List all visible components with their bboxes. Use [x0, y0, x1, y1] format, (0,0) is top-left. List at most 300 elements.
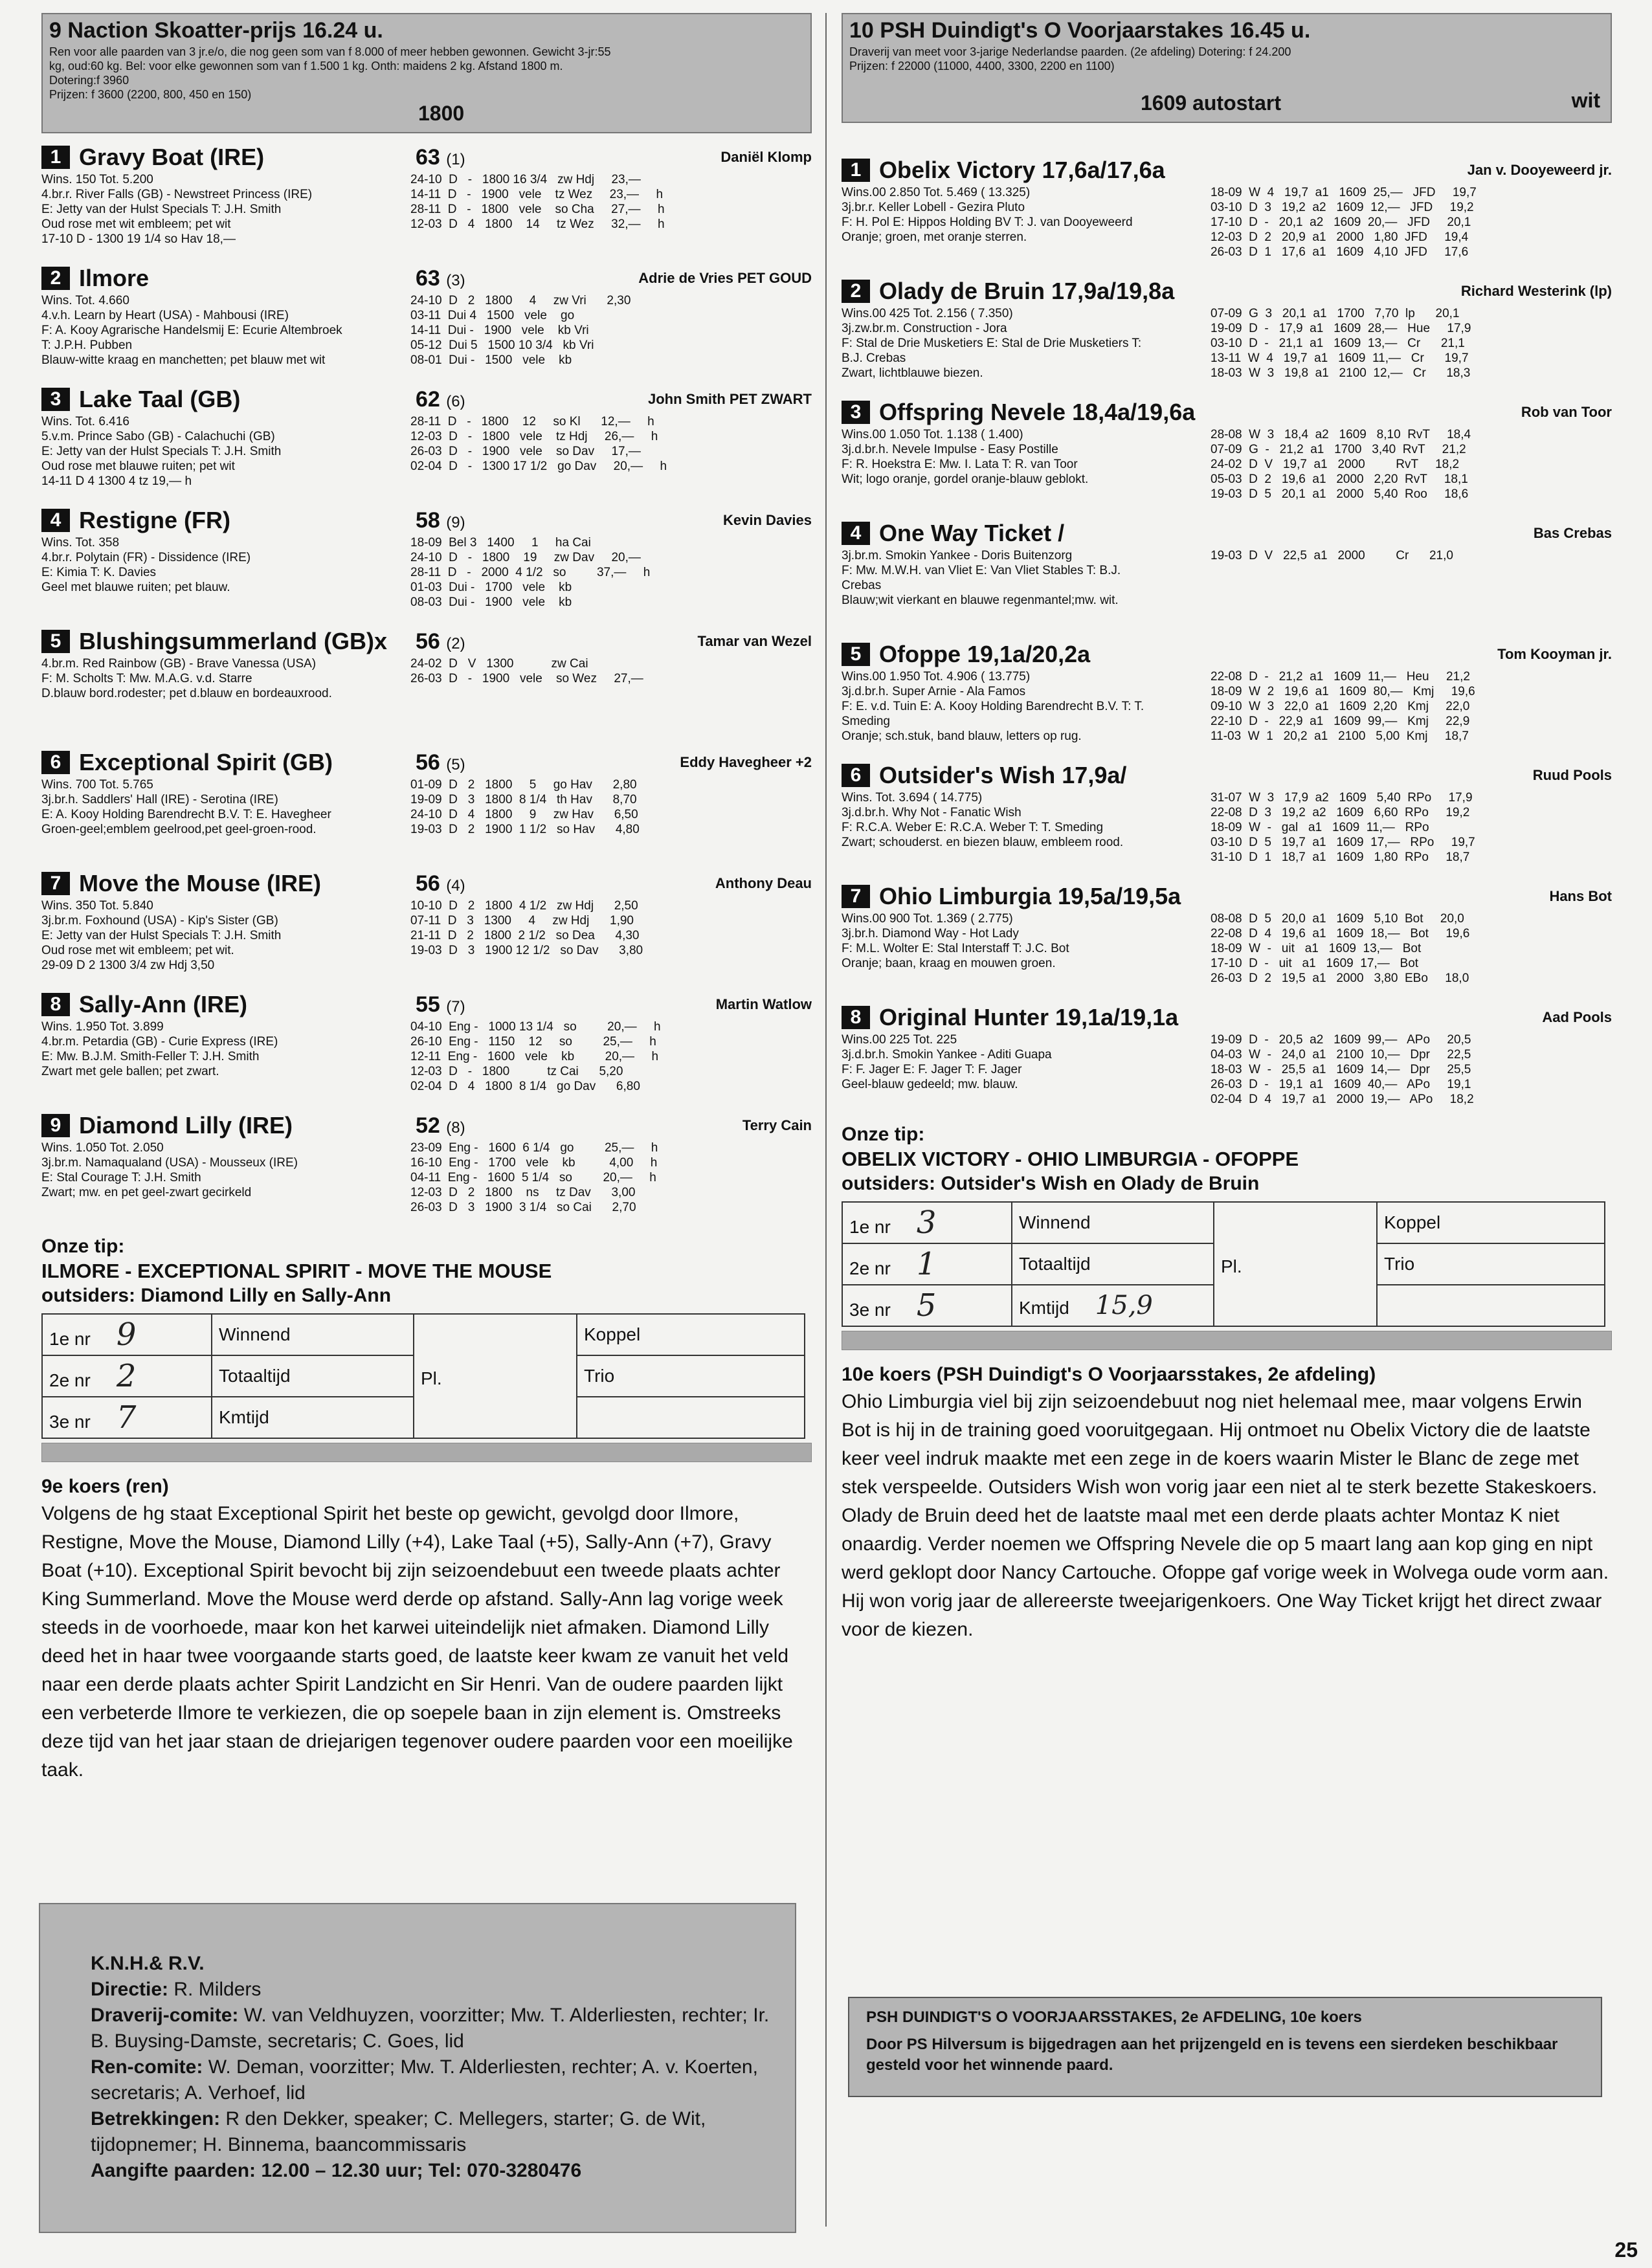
- horse-form: [410, 414, 812, 489]
- horse-number: 6: [842, 764, 870, 787]
- horse-info-line: 3j.br.m. Foxhound (USA) - Kip's Sister (GB): [41, 914, 278, 928]
- horse-number: 9: [41, 1114, 70, 1137]
- horse-name: Lake Taal (GB): [79, 386, 241, 412]
- organisation-name: K.N.H.& R.V.: [91, 1953, 205, 1974]
- row-label: 2e nr: [849, 1258, 891, 1278]
- form-line: 10-10 D 2 1800 4 1/2 zw Hdj 2,50: [410, 899, 638, 913]
- jockey-name: Adrie de Vries PET GOUD: [638, 270, 812, 286]
- table-cell: Totaaltijd: [1012, 1243, 1214, 1285]
- horse-body: [41, 414, 812, 489]
- horse-name: Exceptional Spirit (GB): [79, 749, 333, 775]
- horse-draw: (2): [446, 634, 465, 652]
- horse-header: [842, 882, 1612, 911]
- horse-number: 1: [41, 146, 70, 169]
- race-10-tip: [842, 1122, 1612, 1196]
- organisation-line: [91, 2003, 781, 2054]
- horse-entry: [41, 990, 812, 1109]
- horse-info: [842, 427, 1211, 502]
- form-line: 28-11 D - 2000 4 1/2 so 37,— h: [410, 566, 651, 579]
- horse-info-line: F: A. Kooy Agrarische Handelsmij E: Ecurie Altembroek: [41, 324, 342, 337]
- race-10-conditions-line: Draverij van meet voor 3-jarige Nederlandse paarden. (2e afdeling) Dotering: f 24.200: [849, 45, 1291, 58]
- horse-info-line: F: Stal de Drie Musketiers E: Stal de Drie Musketiers T:: [842, 337, 1142, 350]
- jockey-name: Aad Pools: [1542, 1009, 1612, 1025]
- horse-info-line: Wins.00 425 Tot. 2.156 ( 7.350): [842, 307, 1013, 320]
- horse-form: [410, 1019, 812, 1094]
- form-line: 24-10 D 2 1800 4 zw Vri 2,30: [410, 294, 631, 307]
- horse-body: [41, 777, 812, 837]
- horse-info-line: D.blauw bord.rodester; pet d.blauw en bordeauxrood.: [41, 687, 332, 700]
- horse-info: [41, 293, 410, 368]
- horse-info-line: F: Mw. M.W.H. van Vliet E: Van Vliet Stables T: B.J.: [842, 564, 1121, 577]
- horse-entry: [842, 155, 1612, 275]
- horse-info: [842, 911, 1211, 986]
- row-label: 1e nr: [49, 1329, 91, 1349]
- table-cell: Koppel: [1377, 1202, 1605, 1243]
- jockey-name: John Smith PET ZWART: [648, 391, 812, 407]
- table-cell: [1012, 1285, 1214, 1326]
- horse-info-line: 5.v.m. Prince Sabo (GB) - Calachuchi (GB): [41, 430, 275, 443]
- row-label: 2e nr: [49, 1370, 91, 1390]
- horse-weight-block: [416, 387, 558, 412]
- jockey-name: Terry Cain: [742, 1117, 812, 1133]
- horse-weight: 63: [416, 144, 440, 170]
- form-line: 12-03 D - 1800 tz Cai 5,20: [410, 1065, 623, 1078]
- table-cell: [42, 1314, 212, 1355]
- horse-info: [842, 306, 1211, 381]
- horse-entry: [41, 506, 812, 625]
- form-line: 03-10 D 5 19,7 a1 1609 17,— RPo 19,7: [1211, 836, 1475, 849]
- horse-form: [410, 898, 812, 973]
- jockey-name: Kevin Davies: [723, 512, 812, 528]
- jockey-name: Richard Westerink (lp): [1460, 283, 1612, 299]
- race-10-conditions-line: Prijzen: f 22000 (11000, 4400, 3300, 2200 en 1100): [849, 60, 1115, 72]
- horse-body: [842, 306, 1612, 381]
- horse-name: Restigne (FR): [79, 507, 230, 533]
- horse-name: Offspring Nevele 18,4a/19,6a: [879, 399, 1196, 425]
- form-line: 26-03 D 2 19,5 a1 2000 3,80 EBo 18,0: [1211, 972, 1469, 985]
- horse-info-line: Wins. 1.950 Tot. 3.899: [41, 1020, 164, 1034]
- section-band: [842, 1331, 1612, 1350]
- race-9-conditions-line: Dotering:f 3960: [49, 74, 129, 87]
- jockey-name: Daniël Klomp: [720, 149, 812, 165]
- horse-name: Ofoppe 19,1a/20,2a: [879, 641, 1091, 667]
- horse-info-line: 4.v.h. Learn by Heart (USA) - Mahbousi (IRE): [41, 309, 289, 322]
- horse-info-line: 3j.br.r. Keller Lobell - Gezira Pluto: [842, 201, 1025, 214]
- horse-info-line: Zwart; schouderst. en biezen blauw, embleem rood.: [842, 836, 1124, 849]
- horse-number: 3: [842, 401, 870, 424]
- form-line: 18-09 W 2 19,6 a1 1609 80,— Kmj 19,6: [1211, 685, 1475, 698]
- horse-header: [41, 627, 812, 656]
- horse-info: [842, 548, 1211, 608]
- race-9-title: 9 Naction Skoatter-prijs 16.24 u.: [49, 18, 383, 43]
- organisation-line: Aangifte paarden: 12.00 – 12.30 uur; Tel: 070-3280476: [91, 2160, 582, 2181]
- form-line: 14-11 D - 1900 vele tz Wez 23,— h: [410, 188, 664, 201]
- form-line: 05-03 D 2 19,6 a1 2000 2,20 RvT 18,1: [1211, 472, 1468, 486]
- form-line: 26-03 D 3 1900 3 1/4 so Cai 2,70: [410, 1201, 636, 1214]
- form-line: 26-03 D - 19,1 a1 1609 40,— APo 19,1: [1211, 1078, 1471, 1091]
- horse-weight-block: [416, 992, 558, 1017]
- race-10-report-title: 10e koers (PSH Duindigt's O Voorjaarsstakes, 2e afdeling): [842, 1364, 1376, 1385]
- horse-name: Move the Mouse (IRE): [79, 870, 322, 896]
- race-10-column: [842, 13, 1612, 1644]
- horse-form: [1211, 427, 1612, 502]
- handwritten-kmtijd: 15,9: [1095, 1291, 1153, 1320]
- horse-body: [41, 172, 812, 247]
- horse-entry: [41, 869, 812, 988]
- horse-name: Obelix Victory 17,6a/17,6a: [879, 157, 1165, 183]
- horse-info: [41, 898, 410, 973]
- horse-info-line: 3j.br.m. Namaqualand (USA) - Mousseux (IRE): [41, 1156, 298, 1170]
- organisation-line: [91, 1977, 781, 2003]
- horse-info-line: Geel-blauw gedeeld; mw. blauw.: [842, 1078, 1018, 1091]
- horse-form: [410, 172, 812, 247]
- horse-info-line: Wit; logo oranje, gordel oranje-blauw geblokt.: [842, 472, 1089, 486]
- horse-info-line: Oud rose met wit embleem; pet wit.: [41, 944, 234, 957]
- race-10-header: [842, 13, 1612, 123]
- horse-info-line: 3j.d.br.h. Why Not - Fanatic Wish: [842, 806, 1021, 819]
- horse-info-line: Wins. Tot. 4.660: [41, 294, 129, 307]
- line-value: W. Deman, voorzitter; Mw. T. Alderliesten, rechter; A. v. Koerten, secretaris; A. Verhoef, lid: [91, 2056, 758, 2104]
- race-9-tip: [41, 1234, 812, 1308]
- form-line: 02-04 D 4 19,7 a1 2000 19,— APo 18,2: [1211, 1093, 1474, 1106]
- race-9-entries: [41, 142, 812, 1230]
- horse-form: [1211, 669, 1612, 744]
- horse-weight: 56: [416, 871, 440, 896]
- horse-info-line: 14-11 D 4 1300 4 tz 19,— h: [41, 474, 192, 488]
- pl-label: Pl.: [421, 1368, 442, 1388]
- table-cell: [42, 1397, 212, 1438]
- horse-form: [1211, 790, 1612, 865]
- horse-info: [41, 535, 410, 610]
- form-line: 28-11 D - 1800 vele so Cha 27,— h: [410, 203, 665, 216]
- horse-name: Blushingsummerland (GB)x: [79, 628, 388, 654]
- horse-body: [842, 1032, 1612, 1107]
- horse-info: [41, 1140, 410, 1215]
- horse-info-line: 4.br.m. Red Rainbow (GB) - Brave Vanessa (USA): [41, 657, 317, 671]
- horse-info-line: Wins. Tot. 358: [41, 536, 120, 550]
- form-line: 18-09 W 4 19,7 a1 1609 25,— JFD 19,7: [1211, 186, 1477, 199]
- horse-info-line: F: F. Jager E: F. Jager T: F. Jager: [842, 1063, 1022, 1076]
- horse-info: [842, 790, 1211, 865]
- horse-entry: [41, 1111, 812, 1230]
- horse-info-line: Oud rose met wit embleem; pet wit: [41, 217, 231, 231]
- table-cell: [212, 1397, 414, 1438]
- horse-info-line: F: M. Scholts T: Mw. M.A.G. v.d. Starre: [41, 672, 252, 685]
- line-key: Draverij-comite:: [91, 2005, 239, 2026]
- horse-info-line: F: R.C.A. Weber E: R.C.A. Weber T: T. Smeding: [842, 821, 1104, 834]
- horse-info-line: Wins.00 1.950 Tot. 4.906 ( 13.775): [842, 670, 1031, 684]
- race-9-conditions-line: Ren voor alle paarden van 3 jr.e/o, die nog geen som van f 8.000 of meer hebben gewonnen. Gewicht 3-jr:55: [49, 45, 611, 58]
- horse-header: [842, 639, 1612, 669]
- horse-draw: (8): [446, 1118, 465, 1137]
- form-line: 18-03 W 3 19,8 a1 2100 12,— Cr 18,3: [1211, 366, 1471, 380]
- horse-info-line: Oud rose met blauwe ruiten; pet wit: [41, 460, 235, 473]
- horse-info-line: Zwart; mw. en pet geel-zwart gecirkeld: [41, 1186, 252, 1199]
- horse-name: Sally-Ann (IRE): [79, 991, 248, 1017]
- horse-info-line: 4.br.m. Petardia (GB) - Curie Express (IRE): [41, 1035, 278, 1049]
- horse-info-line: Wins. 1.050 Tot. 2.050: [41, 1141, 164, 1155]
- horse-weight-block: [416, 1113, 558, 1139]
- race-9-conditions-line: kg, oud:60 kg. Bel: voor elke gewonnen som van f 1.500 1 kg. Onth: maidens 2 kg. Afstand 1800 m.: [49, 60, 563, 72]
- horse-entry: [41, 142, 812, 262]
- race-9-report-body: Volgens de hg staat Exceptional Spirit het beste op gewicht, gevolgd door Ilmore, Restigne, Move the Mouse, Diamond Lilly (+4), Lake Taal (+5), Sally-Ann (+7), Gravy Boat (+10). Exceptional Spirit bevocht bij zijn seizoendebuut een tweede plaats achter King Summerland. Move the Mouse werd derde op afstand. Sally-Ann lag vorige week steeds in de voorhoede, maar kon het karwei uiteindelijk niet afmaken. Diamond Lilly deed het in haar twee voorgaande starts goed, de laatste keer kwam ze vanuit het veld naar een derde plaats achter Spirit Landzicht en Sir Henri. Van de oudere paarden lijkt een verbeterde Ilmore te verkiezen, die op soepele baan in zijn element is. Omstreeks deze tijd van het jaar staan de driejarigen tegenover oudere paarden voor een moeilijke taak.: [41, 1503, 793, 1781]
- horse-number: 5: [842, 643, 870, 666]
- form-line: 22-08 D - 21,2 a1 1609 11,— Heu 21,2: [1211, 670, 1470, 684]
- horse-info-line: Wins.00 1.050 Tot. 1.138 ( 1.400): [842, 428, 1023, 441]
- table-row: [42, 1314, 805, 1355]
- horse-name: Outsider's Wish 17,9a/: [879, 762, 1127, 788]
- tip-title: Onze tip:: [842, 1124, 925, 1145]
- race-10-entries: [842, 155, 1612, 1122]
- table-cell: Winnend: [1012, 1202, 1214, 1243]
- horse-weight: 55: [416, 992, 440, 1017]
- handwritten-number: 3: [916, 1205, 937, 1241]
- jockey-name: Rob van Toor: [1521, 404, 1612, 420]
- pl-label: Pl.: [1221, 1256, 1242, 1276]
- horse-info-line: 4.br.r. Polytain (FR) - Dissidence (IRE): [41, 551, 251, 564]
- horse-body: [41, 1019, 812, 1094]
- form-line: 18-03 W - 25,5 a1 1609 14,— Dpr 25,5: [1211, 1063, 1471, 1076]
- horse-name: One Way Ticket /: [879, 520, 1065, 546]
- horse-weight: 63: [416, 265, 440, 291]
- horse-info-line: B.J. Crebas: [842, 351, 906, 365]
- horse-weight-block: [416, 629, 558, 654]
- form-line: 18-09 Bel 3 1400 1 ha Cai: [410, 536, 591, 550]
- horse-info-line: E: Mw. B.J.M. Smith-Feller T: J.H. Smith: [41, 1050, 260, 1063]
- form-line: 28-11 D - 1800 12 so Kl 12,— h: [410, 415, 654, 428]
- horse-entry: [842, 761, 1612, 880]
- tip-line: ILMORE - EXCEPTIONAL SPIRIT - MOVE THE MOUSE: [41, 1260, 552, 1282]
- handwritten-number: 2: [116, 1358, 137, 1394]
- horse-info-line: 3j.d.br.h. Smokin Yankee - Aditi Guapa: [842, 1048, 1052, 1062]
- form-line: 04-03 W - 24,0 a1 2100 10,— Dpr 22,5: [1211, 1048, 1471, 1062]
- form-line: 12-11 Eng - 1600 vele kb 20,— h: [410, 1050, 659, 1063]
- table-cell: [842, 1243, 1012, 1285]
- line-key: Betrekkingen:: [91, 2108, 221, 2129]
- horse-number: 2: [41, 267, 70, 290]
- horse-info-line: Blauw;wit vierkant en blauwe regenmantel;mw. wit.: [842, 594, 1119, 607]
- form-line: 28-08 W 3 18,4 a2 1609 8,10 RvT 18,4: [1211, 428, 1471, 441]
- race-10-title: 10 PSH Duindigt's O Voorjaarstakes 16.45 u.: [849, 18, 1311, 43]
- row-label: 1e nr: [849, 1217, 891, 1237]
- table-cell: Totaaltijd: [212, 1355, 414, 1397]
- form-line: 03-10 D 3 19,2 a2 1609 12,— JFD 19,2: [1211, 201, 1474, 214]
- horse-info-line: F: R. Hoekstra E: Mw. I. Lata T: R. van Toor: [842, 458, 1078, 471]
- horse-info-line: 3j.d.br.h. Nevele Impulse - Easy Postille: [842, 443, 1058, 456]
- horse-number: 4: [842, 522, 870, 545]
- form-line: 24-02 D V 1300 zw Cai: [410, 657, 588, 671]
- race-9-conditions: [49, 45, 804, 102]
- horse-info-line: F: M.L. Wolter E: Stal Interstaff T: J.C. Bot: [842, 942, 1069, 955]
- horse-number: 8: [41, 993, 70, 1016]
- jockey-name: Anthony Deau: [715, 875, 812, 891]
- table-cell: [1377, 1285, 1605, 1326]
- form-line: 26-03 D 1 17,6 a1 1609 4,10 JFD 17,6: [1211, 245, 1469, 259]
- section-band: [41, 1443, 812, 1462]
- horse-body: [41, 293, 812, 368]
- race-9-results-table: [41, 1313, 805, 1439]
- horse-header: [41, 142, 812, 172]
- race-9-column: [41, 13, 812, 1784]
- form-line: 19-03 D 3 1900 12 1/2 so Dav 3,80: [410, 944, 643, 957]
- form-line: 03-10 D - 21,1 a1 1609 13,— Cr 21,1: [1211, 337, 1465, 350]
- horse-info-line: Wins. 150 Tot. 5.200: [41, 173, 153, 186]
- horse-name: Ohio Limburgia 19,5a/19,5a: [879, 883, 1181, 909]
- horse-number: 5: [41, 630, 70, 653]
- horse-info: [41, 172, 410, 247]
- horse-entry: [842, 882, 1612, 1001]
- horse-info-line: 29-09 D 2 1300 3/4 zw Hdj 3,50: [41, 959, 215, 972]
- horse-info-line: 17-10 D - 1300 19 1/4 so Hav 18,—: [41, 232, 236, 246]
- horse-number: 6: [41, 751, 70, 774]
- sponsor-body: Door PS Hilversum is bijgedragen aan het prijzengeld en is tevens een sierdeken beschikbaar gesteld voor het winnende paard.: [866, 2036, 1558, 2074]
- horse-form: [410, 777, 812, 837]
- horse-info-line: 4.br.r. River Falls (GB) - Newstreet Princess (IRE): [41, 188, 313, 201]
- form-line: 26-03 D - 1900 vele so Dav 17,—: [410, 445, 641, 458]
- form-line: 19-03 D 2 1900 1 1/2 so Hav 4,80: [410, 823, 640, 836]
- form-line: 19-03 D V 22,5 a1 2000 Cr 21,0: [1211, 549, 1453, 562]
- horse-number: 7: [842, 885, 870, 908]
- form-line: 07-11 D 3 1300 4 zw Hdj 1,90: [410, 914, 634, 928]
- organisation-line: [91, 2054, 781, 2106]
- horse-info: [842, 185, 1211, 260]
- horse-draw: (1): [446, 150, 465, 168]
- horse-info-line: E: Jetty van der Hulst Specials T: J.H. Smith: [41, 445, 282, 458]
- horse-weight-block: [416, 750, 558, 775]
- kmtijd-label: Kmtijd: [219, 1407, 269, 1427]
- horse-info-line: 3j.d.br.h. Super Arnie - Ala Famos: [842, 685, 1026, 698]
- form-line: 31-07 W 3 17,9 a2 1609 5,40 RPo 17,9: [1211, 791, 1473, 805]
- race-10-conditions: [849, 45, 1604, 73]
- horse-number: 1: [842, 159, 870, 182]
- horse-name: Original Hunter 19,1a/19,1a: [879, 1004, 1179, 1030]
- horse-info-line: 3j.br.m. Smokin Yankee - Doris Buitenzorg: [842, 549, 1073, 562]
- horse-weight-block: [416, 145, 558, 170]
- line-value: R. Milders: [168, 1979, 262, 2000]
- horse-info-line: Groen-geel;emblem geelrood,pet geel-groen-rood.: [41, 823, 317, 836]
- form-line: 02-04 D - 1300 17 1/2 go Dav 20,— h: [410, 460, 667, 473]
- horse-body: [41, 656, 812, 701]
- table-cell: [842, 1202, 1012, 1243]
- horse-info-line: 3j.zw.br.m. Construction - Jora: [842, 322, 1007, 335]
- tip-outsiders: outsiders: Diamond Lilly en Sally-Ann: [41, 1285, 392, 1306]
- race-10-report-body: Ohio Limburgia viel bij zijn seizoendebuut nog niet helemaal mee, maar volgens Erwin Bot is hij in de training goed vooruitgegaan. Hij ontmoet nu Obelix Victory die de laatste keer veel indruk maakte met een zege in de koers waarin Mister le Blanc de zege met stek verspeelde. Outsiders Wish won vorig jaar een niet al te sterk bezette Stakeskoers. Olady de Bruin deed het de laatste maal met een derde plaats achter Montaz K niet onaardig. Verder noemen we Offspring Nevele die op 5 maart lang aan kop ging en nipt werd geklopt door Nancy Cartouche. Ofoppe gaf vorige week in Wolvega oude vorm aan. Hij won vorig jaar de allereerste tweejarigenkoers. One Way Ticket krijgt het direct zwaar voor de kiezen.: [842, 1391, 1609, 1640]
- horse-info-line: Wins.00 225 Tot. 225: [842, 1033, 957, 1047]
- form-line: 14-11 Dui - 1900 vele kb Vri: [410, 324, 589, 337]
- sponsor-title: PSH DUINDIGT'S O VOORJAARSSTAKES, 2e AFDELING, 10e koers: [866, 2008, 1362, 2026]
- tip-title: Onze tip:: [41, 1236, 125, 1257]
- form-line: 16-10 Eng - 1700 vele kb 4,00 h: [410, 1156, 658, 1170]
- horse-entry: [41, 384, 812, 504]
- organisation-line: [91, 2106, 781, 2158]
- race-9-conditions-line: Prijzen: f 3600 (2200, 800, 450 en 150): [49, 88, 252, 101]
- race-9-header: [41, 13, 812, 133]
- form-line: 19-09 D 3 1800 8 1/4 th Hav 8,70: [410, 793, 637, 806]
- horse-form: [410, 535, 812, 610]
- horse-number: 7: [41, 872, 70, 895]
- sponsor-box: [848, 1997, 1602, 2097]
- horse-name: Gravy Boat (IRE): [79, 144, 265, 170]
- horse-form: [410, 656, 812, 701]
- horse-header: [842, 518, 1612, 548]
- horse-body: [842, 185, 1612, 260]
- table-cell: Koppel: [577, 1314, 805, 1355]
- line-key: Ren-comite:: [91, 2056, 203, 2078]
- form-line: 19-03 D 5 20,1 a1 2000 5,40 Roo 18,6: [1211, 487, 1469, 501]
- horse-header: [41, 1111, 812, 1140]
- horse-info-line: Wins. Tot. 3.694 ( 14.775): [842, 791, 983, 805]
- jockey-name: Jan v. Dooyeweerd jr.: [1467, 162, 1612, 178]
- form-line: 07-09 G - 21,2 a1 1700 3,40 RvT 21,2: [1211, 443, 1466, 456]
- horse-header: [41, 990, 812, 1019]
- horse-info-line: Crebas: [842, 579, 882, 592]
- horse-info-line: E: Stal Courage T: J.H. Smith: [41, 1171, 201, 1184]
- race-10-colour: wit: [1571, 89, 1600, 112]
- form-line: 05-12 Dui 5 1500 10 3/4 kb Vri: [410, 339, 594, 352]
- horse-header: [41, 748, 812, 777]
- horse-info-line: E: Jetty van der Hulst Specials T: J.H. Smith: [41, 929, 282, 942]
- horse-form: [1211, 911, 1612, 986]
- horse-body: [41, 898, 812, 973]
- form-line: 26-03 D - 1900 vele so Wez 27,—: [410, 672, 643, 685]
- handwritten-number: 5: [916, 1287, 937, 1324]
- horse-draw: (7): [446, 997, 465, 1016]
- table-row: [842, 1202, 1605, 1243]
- jockey-name: Tamar van Wezel: [697, 633, 812, 649]
- horse-draw: (3): [446, 271, 465, 289]
- horse-entry: [842, 397, 1612, 517]
- form-line: 12-03 D - 1800 vele tz Hdj 26,— h: [410, 430, 658, 443]
- horse-info: [41, 1019, 410, 1094]
- horse-draw: (9): [446, 513, 465, 531]
- horse-header: [842, 397, 1612, 427]
- horse-header: [842, 1003, 1612, 1032]
- horse-weight-block: [416, 508, 558, 533]
- table-cell: [842, 1285, 1012, 1326]
- jockey-name: Hans Bot: [1549, 888, 1612, 904]
- horse-entry: [842, 1003, 1612, 1122]
- horse-entry: [842, 518, 1612, 638]
- horse-number: 4: [41, 509, 70, 532]
- form-line: 21-11 D 2 1800 2 1/2 so Dea 4,30: [410, 929, 640, 942]
- horse-info-line: Zwart met gele ballen; pet zwart.: [41, 1065, 219, 1078]
- form-line: 12-03 D 4 1800 14 tz Wez 32,— h: [410, 217, 665, 231]
- form-line: 24-10 D - 1800 16 3/4 zw Hdj 23,—: [410, 173, 641, 186]
- form-line: 07-09 G 3 20,1 a1 1700 7,70 lp 20,1: [1211, 307, 1460, 320]
- form-line: 17-10 D - uit a1 1609 17,— Bot: [1211, 957, 1419, 970]
- race-10-distance: 1609 autostart: [1141, 91, 1281, 115]
- table-cell: [577, 1397, 805, 1438]
- race-9-distance: 1800: [418, 102, 465, 125]
- horse-entry: [41, 748, 812, 867]
- horse-form: [410, 1140, 812, 1215]
- table-cell: Trio: [1377, 1243, 1605, 1285]
- horse-info-line: E: Jetty van der Hulst Specials T: J.H. Smith: [41, 203, 282, 216]
- horse-name: Olady de Bruin 17,9a/19,8a: [879, 278, 1175, 304]
- jockey-name: Martin Watlow: [715, 996, 812, 1012]
- tip-line: OBELIX VICTORY - OHIO LIMBURGIA - OFOPPE: [842, 1148, 1299, 1170]
- form-line: 02-04 D 4 1800 8 1/4 go Dav 6,80: [410, 1080, 640, 1093]
- table-cell: [1214, 1202, 1377, 1326]
- horse-weight: 56: [416, 628, 440, 654]
- horse-weight-block: [416, 871, 558, 896]
- horse-entry: [842, 276, 1612, 396]
- horse-info-line: Oranje; sch.stuk, band blauw, letters op rug.: [842, 729, 1082, 743]
- horse-form: [1211, 1032, 1612, 1107]
- horse-weight: 58: [416, 507, 440, 533]
- horse-info-line: T: J.P.H. Pubben: [41, 339, 133, 352]
- horse-draw: (5): [446, 755, 465, 773]
